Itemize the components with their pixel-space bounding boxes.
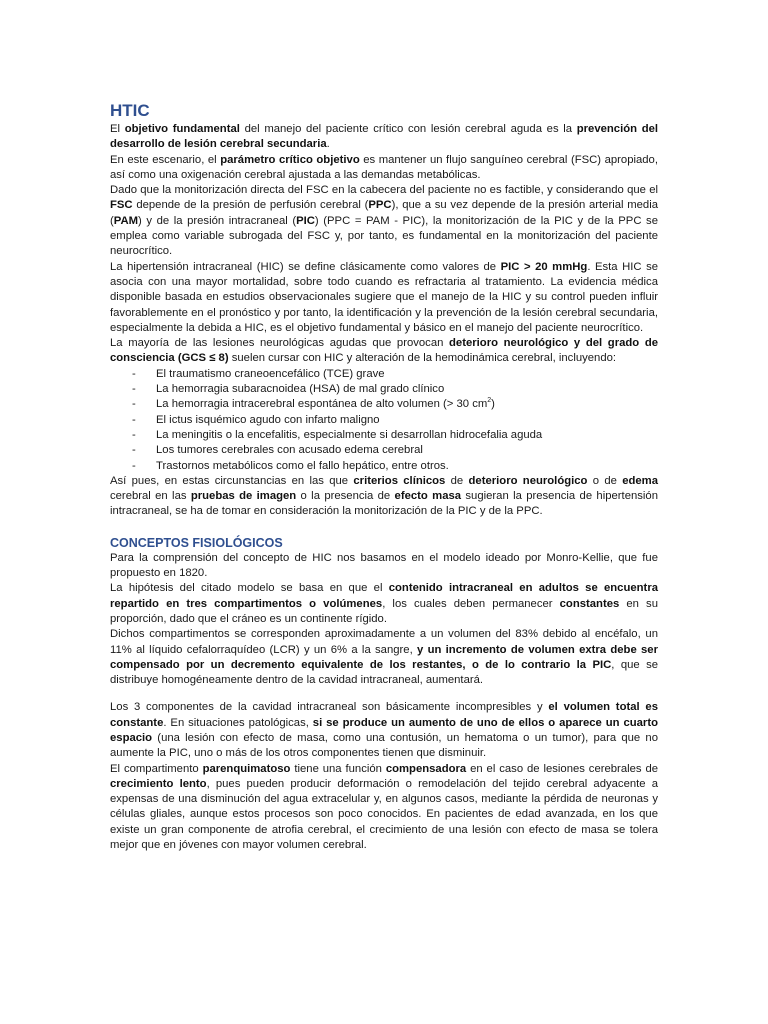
superscript: 2 bbox=[487, 397, 492, 405]
list-item: - La meningitis o la encefalitis, especialmente si desarrollan hidrocefalia aguda bbox=[110, 428, 658, 443]
bold-text: PAM bbox=[113, 214, 139, 227]
bold-text: deterioro neurológico bbox=[468, 474, 588, 487]
bold-text: FSC bbox=[110, 199, 133, 212]
document-body bbox=[110, 100, 658, 853]
text: (una lesión con efecto de masa, como una contusión, un hematoma o un tumor), para que no aumente la PIC, uno o más de los otros componentes tienen que disminuir. bbox=[110, 731, 658, 760]
text: cerebral en las bbox=[110, 490, 191, 503]
heading-conceptos: CONCEPTOS FISIOLÓGICOS bbox=[110, 535, 283, 550]
text: Así pues, en estas circunstancias en las que bbox=[110, 474, 354, 487]
bold-text: edema bbox=[622, 474, 659, 487]
paragraph-compartments bbox=[110, 627, 658, 688]
paragraph-hypothesis bbox=[110, 581, 658, 627]
bold-text: contenido intracraneal en adultos se encuentra repartido en tres compartimentos o volúmenes bbox=[110, 582, 658, 610]
spacer bbox=[110, 688, 658, 700]
text: Dichos compartimentos se corresponden aproximadamente a un volumen del 83% debido al encéfalo, un 11% al líquido cefalorraquídeo (LCR) y un 6% a la sangre, bbox=[110, 628, 658, 656]
list-item: - Los tumores cerebrales con acusado edema cerebral bbox=[110, 443, 658, 458]
text: o la presencia de bbox=[296, 490, 395, 503]
paragraph-objective bbox=[110, 122, 658, 153]
text: . En situaciones patológicas, bbox=[163, 716, 313, 729]
text: La mayoría de las lesiones neurológicas agudas que provocan bbox=[110, 337, 450, 350]
text: La hipertensión intracraneal (HIC) se define clásicamente como valores de bbox=[110, 260, 501, 273]
heading-htic: HTIC bbox=[110, 101, 150, 120]
bold-text: prevención del desarrollo de lesión cerebral secundaria bbox=[110, 123, 659, 151]
bold-text: el volumen total es constante bbox=[110, 701, 658, 729]
bold-text: si se produce un aumento de uno de ellos o aparece un cuarto espacio bbox=[110, 716, 658, 744]
text: Los 3 componentes de la cavidad intracraneal son básicamente incompresibles y bbox=[110, 701, 549, 714]
bold-text: objetivo fundamental bbox=[124, 123, 240, 135]
text: El compartimento bbox=[110, 762, 203, 775]
text: ) y de la presión intracraneal ( bbox=[138, 214, 297, 227]
bold-text: parámetro crítico objetivo bbox=[220, 153, 360, 166]
list-item: - El ictus isquémico agudo con infarto maligno bbox=[110, 413, 658, 428]
bold-text: PPC bbox=[368, 199, 392, 212]
text: ) (PPC = PAM - PIC), la monitorización de la PIC y de la PPC se emplea como variable subrogada del FSC y, por tanto, es fundamental en la monitorización del paciente neurocrítico. bbox=[110, 214, 658, 258]
text: sugieran la presencia de hipertensión intracraneal, se ha de tomar en consideración la monitorización de la PIC y de la PPC. bbox=[110, 490, 658, 518]
bold-text: y un incremento de volumen extra debe ser compensado por un decremento equivalente de los restantes, o de lo contrario la PIC bbox=[110, 643, 658, 671]
paragraph-hic-definition bbox=[110, 260, 658, 336]
text: La hipótesis del citado modelo se basa en que el bbox=[110, 582, 389, 595]
text: o de bbox=[587, 474, 623, 487]
list-item: - Trastornos metabólicos como el fallo hepático, entre otros. bbox=[110, 459, 658, 474]
list-item bbox=[110, 397, 658, 412]
text: de bbox=[445, 474, 469, 487]
bold-text: pruebas de imagen bbox=[190, 490, 297, 503]
text: depende de la presión de perfusión cerebral ( bbox=[132, 199, 369, 212]
text: tiene una función bbox=[290, 762, 386, 775]
text: La hemorragia intracerebral espontánea de alto volumen (> 30 cm bbox=[156, 398, 488, 411]
bold-text: crecimiento lento bbox=[110, 777, 207, 790]
text: en su proporción, dado que el cráneo es un continente rígido. bbox=[110, 597, 658, 625]
text: es mantener un flujo sanguíneo cerebral (FSC) apropiado, así como una oxigenación cerebral ajustada a las demandas metabólicas. bbox=[110, 153, 658, 181]
paragraph-monro-kellie: Para la comprensión del concepto de HIC nos basamos en el modelo ideado por Monro-Kellie, que fue propuesto en 1820. bbox=[110, 551, 658, 580]
text: en el caso de lesiones cerebrales de bbox=[466, 762, 659, 775]
text: , que se distribuye homogéneamente dentro de la cavidad intracraneal, aumentará. bbox=[110, 658, 658, 687]
paragraph-consideration bbox=[110, 474, 658, 520]
bold-text: deterioro neurológico y del grado de consciencia (GCS ≤ 8) bbox=[110, 337, 658, 365]
lesion-list bbox=[110, 367, 658, 474]
bold-text: PIC > 20 mmHg bbox=[500, 260, 588, 273]
text: En este escenario, el bbox=[110, 153, 221, 166]
spacer bbox=[110, 520, 658, 535]
bold-text: constantes bbox=[559, 597, 620, 610]
text: , pues pueden producir deformación o remodelación del tejido cerebral adyacente a expensas de una disminución del agua extracelular y, en algunos casos, mediante la pérdida de neuronas y células gliales, aunque estos procesos son poco conocidos. En pacientes de edad avanzada, en los que existe un gran componente de atrofia cerebral, el crecimiento de una lesión con efecto de masa se tolera mejor que en jóvenes con mayor volumen cerebral. bbox=[110, 777, 658, 852]
paragraph-parameter bbox=[110, 153, 658, 184]
bold-text: efecto masa bbox=[394, 490, 462, 503]
paragraph-parenchymal bbox=[110, 762, 658, 854]
bold-text: compensadora bbox=[385, 762, 467, 775]
bold-text: PIC bbox=[296, 214, 315, 227]
text: , los cuales deben permanecer bbox=[382, 597, 560, 610]
text: suelen cursar con HIC y alteración de la hemodinámica cerebral, incluyendo: bbox=[228, 352, 617, 365]
text: del manejo del paciente crítico con lesión cerebral aguda es la bbox=[239, 123, 577, 135]
text: ), que a su vez depende de la presión arterial media ( bbox=[110, 199, 658, 227]
list-item: - El traumatismo craneoencefálico (TCE) grave bbox=[110, 367, 658, 382]
text: . bbox=[326, 138, 330, 151]
paragraph-lesions bbox=[110, 336, 658, 367]
text: Dado que la monitorización directa del FSC en la cabecera del paciente no es factible, y considerando que el bbox=[110, 184, 658, 197]
text: . Esta HIC se asocia con una mayor mortalidad, sobre todo cuando es refractaria al tratamiento. La evidencia médica disponible basada en estudios observacionales sugiere que el manejo de la HIC y su control pueden influir favorablemente en el pronóstico y por tanto, la identificación y la prevención de la lesión cerebral secundaria, especialmente la debida a HIC, es el objetivo fundamental y básico en el manejo del paciente neurocrítico. bbox=[110, 260, 659, 334]
paragraph-monitoring bbox=[110, 183, 658, 259]
paragraph-components bbox=[110, 700, 658, 761]
text: El bbox=[110, 123, 125, 135]
bold-text: criterios clínicos bbox=[353, 474, 446, 487]
text: ) bbox=[491, 398, 495, 411]
list-item: - La hemorragia subaracnoidea (HSA) de mal grado clínico bbox=[110, 382, 658, 397]
bold-text: parenquimatoso bbox=[202, 762, 291, 775]
